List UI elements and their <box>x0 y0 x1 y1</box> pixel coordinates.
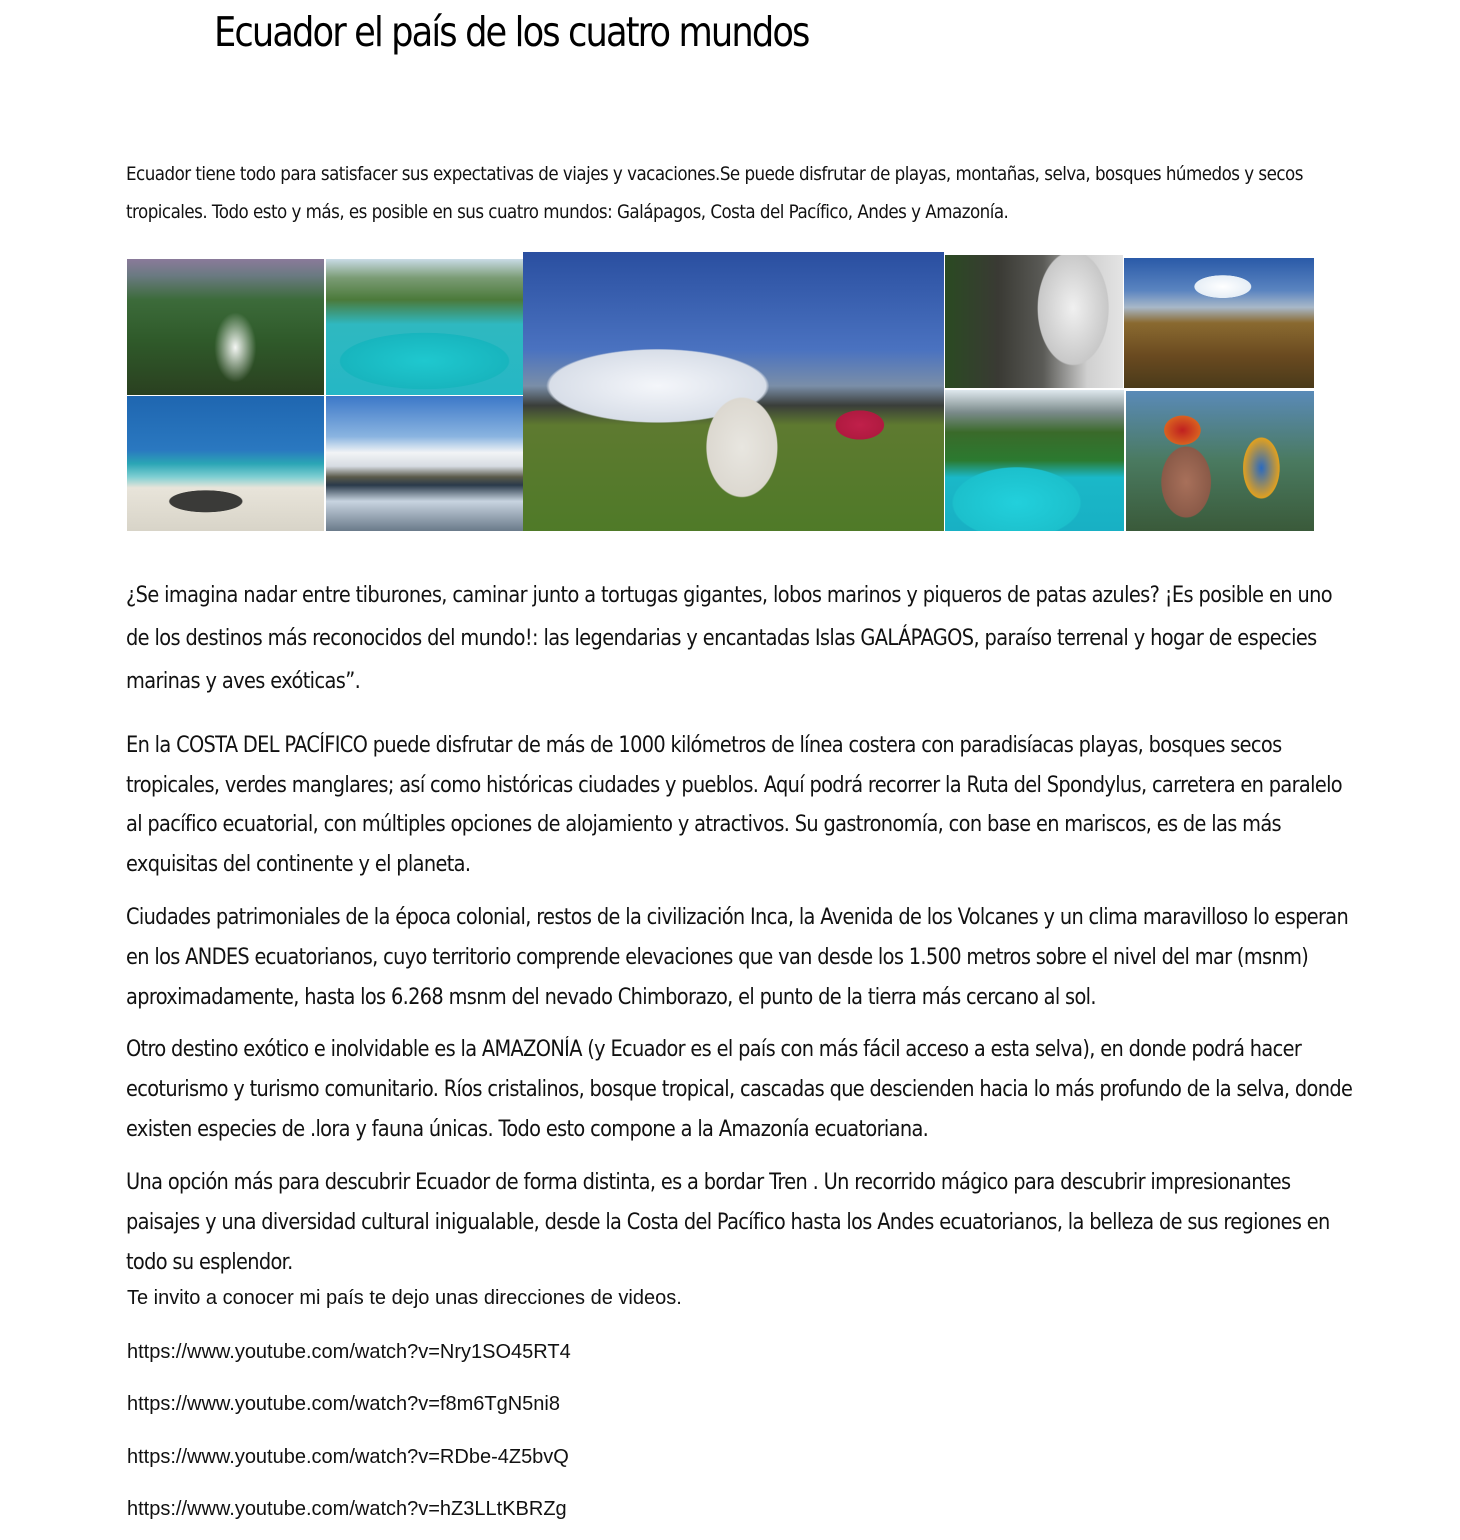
paragraph-line: de los destinos más reconocidos del mundo!: las legendarias y encantadas Islas GALÁPAGOS, paraíso terrenal y hogar de especies <box>126 626 1317 651</box>
intro-line: tropicales. Todo esto y más, es posible en sus cuatro mundos: Galápagos, Costa del Pacífico, Andes y Amazonía. <box>126 201 1009 223</box>
photo-amazon-man-parrot <box>1126 391 1314 531</box>
photo-coastal-cove <box>326 259 523 395</box>
paragraph-line: tropicales, verdes manglares; así como históricas ciudades y pueblos. Aquí podrá recorrer la Ruta del Spondylus, carretera en paralelo <box>126 772 1342 798</box>
photo-waterfall-stairs <box>945 255 1123 388</box>
paragraph-line: paisajes y una diversidad cultural inigualable, desde la Costa del Pacífico hasta los Andes ecuatorianos, la belleza de sus regiones en <box>126 1210 1330 1235</box>
paragraph-line: todo su esplendor. <box>126 1250 293 1275</box>
photo-alpaca-chimborazo <box>523 252 944 531</box>
amazon-paragraph <box>126 1030 1353 1150</box>
paragraph-line: Una opción más para descubrir Ecuador de forma distinta, es a bordar Tren . Un recorrido mágico para descubrir impresionantes <box>126 1170 1291 1195</box>
photo-turquoise-bay <box>945 390 1124 531</box>
paragraph-line: ¿Se imagina nadar entre tiburones, caminar junto a tortugas gigantes, lobos marinos y piqueros de patas azules? ¡Es posible en uno <box>126 583 1332 608</box>
intro-paragraph <box>126 155 1314 231</box>
paragraph-line: exquisitas del continente y el planeta. <box>126 851 471 877</box>
paragraph-line: marinas y aves exóticas”. <box>126 669 361 694</box>
paragraph-line: existen especies de .lora y fauna únicas. Todo esto compone a la Amazonía ecuatoriana. <box>126 1117 929 1142</box>
photo-sea-lion-beach <box>127 396 324 531</box>
video-link[interactable]: https://www.youtube.com/watch?v=hZ3LLtKBRZg <box>127 1498 567 1520</box>
paragraph-line: Otro destino exótico e inolvidable es la AMAZONÍA (y Ecuador es el país con más fácil acceso a esta selva), en donde podrá hacer <box>126 1037 1302 1062</box>
paragraph-line: aproximadamente, hasta los 6.268 msnm del nevado Chimborazo, el punto de la tierra más cercano al sol. <box>126 985 1096 1010</box>
paragraph-line: En la COSTA DEL PACÍFICO puede disfrutar de más de 1000 kilómetros de línea costera con paradisíacas playas, bosques secos <box>126 733 1282 758</box>
video-link[interactable]: https://www.youtube.com/watch?v=RDbe-4Z5bvQ <box>127 1446 569 1468</box>
video-link[interactable]: https://www.youtube.com/watch?v=Nry1SO45RT4 <box>127 1341 571 1363</box>
video-link[interactable]: https://www.youtube.com/watch?v=f8m6TgN5ni8 <box>127 1393 560 1415</box>
page-title: Ecuador el país de los cuatro mundos <box>214 8 809 56</box>
paragraph-line: Ciudades patrimoniales de la época colonial, restos de la civilización Inca, la Avenida de los Volcanes y un clima maravilloso lo esperan <box>126 905 1349 930</box>
paragraph-line: al pacífico ecuatorial, con múltiples opciones de alojamiento y atractivos. Su gastronomía, con base en mariscos, es de las más <box>126 812 1281 837</box>
intro-line: Ecuador tiene todo para satisfacer sus expectativas de viajes y vacaciones.Se puede disfrutar de playas, montañas, selva, bosques húmedos y secos <box>126 163 1303 185</box>
photo-waterfall <box>127 259 324 395</box>
photo-volcano-lake <box>326 396 523 531</box>
coast-paragraph <box>126 726 1342 884</box>
paragraph-line: ecoturismo y turismo comunitario. Ríos cristalinos, bosque tropical, cascadas que descienden hacia lo más profundo de la selva, donde <box>126 1077 1353 1102</box>
video-invite-text: Te invito a conocer mi país te dejo unas direcciones de videos. <box>127 1287 682 1309</box>
photo-snowy-mountain <box>1124 258 1314 388</box>
galapagos-paragraph <box>126 574 1332 703</box>
paragraph-line: en los ANDES ecuatorianos, cuyo territorio comprende elevaciones que van desde los 1.500 metros sobre el nivel del mar (msnm) <box>126 945 1309 970</box>
andes-paragraph <box>126 898 1349 1018</box>
train-paragraph <box>126 1163 1330 1283</box>
